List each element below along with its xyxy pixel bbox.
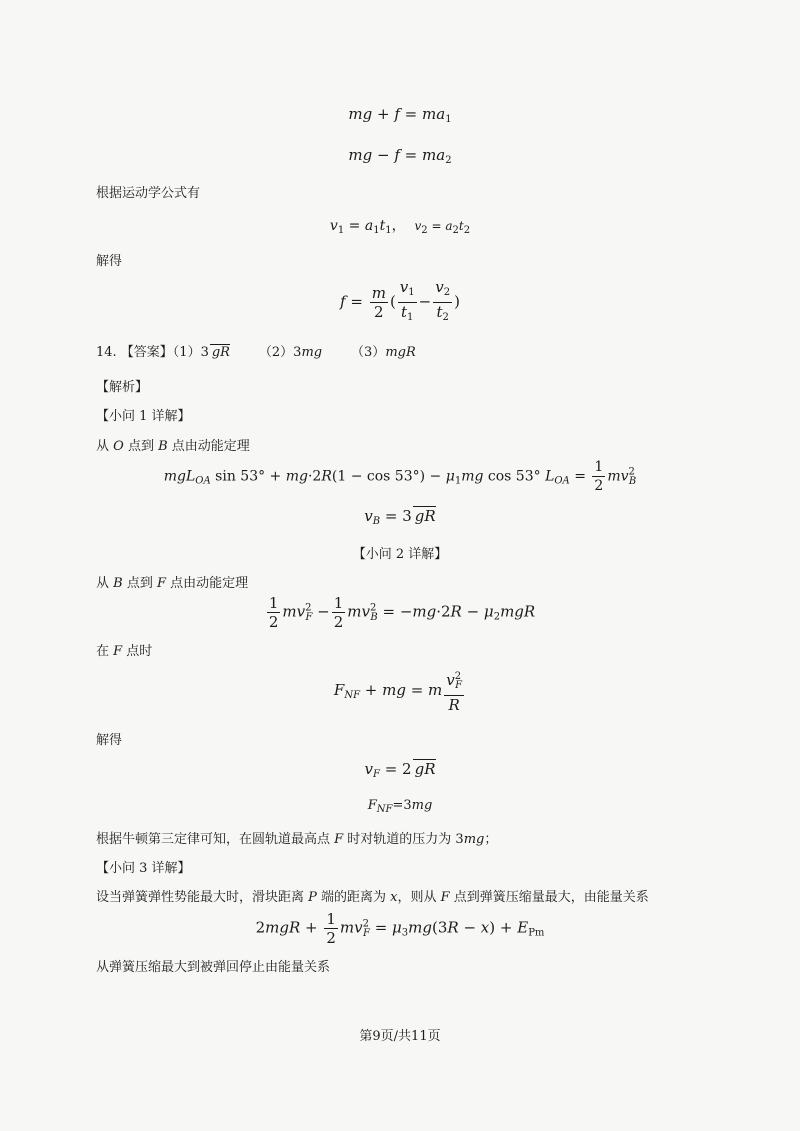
answer-line: 14. 【答案】（1）3 gR （2）3mg （3）mgR xyxy=(96,345,416,360)
equation-energy-o-to-b: mgL$_{OA}$ $\sin 53^\circ + mg\cdot 2R(1 - \cos 53^\circ) - \mu_1mg$ cos 53° $L_{OA}$ = $\frac{1}{2}$ $mv^2_B$ xyxy=(163,459,637,494)
paragraph-o-to-b: 从 O 点到 B 点由动能定理 xyxy=(96,439,250,454)
equation-friction: f = $\frac{m}{2}$ ( $\frac{v_1}{t_1}$ − $\frac{v_2}{t_2}$ ) xyxy=(340,278,460,323)
paragraph-at-f: 在 F 点时 xyxy=(96,644,153,659)
equation-velocities: $v_1 = a_1t_1$， $v_2 = a_2t_2$ xyxy=(329,218,471,236)
equation-newton-down: mg + $f = ma_1$ xyxy=(348,105,452,125)
equation-vf: $v_F = 2$ gR xyxy=(364,760,436,780)
paragraph-kinematics: 根据运动学公式有 xyxy=(96,186,201,201)
equation-centripetal: $F_{NF}$ + mg = m $\frac{v^2_F}{R}$ xyxy=(0,668,800,714)
equation-vb: $v_B = 3$ gR xyxy=(364,507,436,527)
heading-analysis: 【解析】 xyxy=(96,380,149,395)
heading-question-3: 【小问 3 详解】 xyxy=(96,861,191,876)
paragraph-rebound: 从弹簧压缩最大到被弹回停止由能量关系 xyxy=(96,960,331,975)
heading-question-2: 【小问 2 详解】 xyxy=(352,547,448,562)
heading-question-1: 【小问 1 详解】 xyxy=(96,409,191,424)
paragraph-newton-third-law: 根据牛顿第三定律可知，在圆轨道最高点 F 时对轨道的压力为 3mg； xyxy=(96,832,498,847)
equation-spring-energy: 2mgR + $\frac{1}{2}$ $mv^2_F = \mu_3mg(3R - x) + E_{Pm}$ xyxy=(255,910,545,947)
paragraph-solve-2: 解得 xyxy=(96,733,123,748)
page-footer: 第9页/共11页 xyxy=(359,1029,441,1044)
paragraph-spring: 设当弹簧弹性势能最大时，滑块距离 P 端的距离为 x，则从 F 点到弹簧压缩量最大，由能量关系 xyxy=(96,890,649,905)
equation-newton-up: mg − $f = ma_2$ xyxy=(348,146,452,166)
equation-normal-force: $F_{NF}=3mg$ xyxy=(367,798,433,815)
paragraph-solve-1: 解得 xyxy=(96,254,123,269)
paragraph-b-to-f: 从 B 点到 F 点由动能定理 xyxy=(96,576,249,591)
equation-energy-b-to-f: $\frac{1}{2}$ $mv^2_F$ − $\frac{1}{2}$ $mv^2_B = -mg\cdot 2R - \mu_2mgR$ xyxy=(268,594,536,631)
